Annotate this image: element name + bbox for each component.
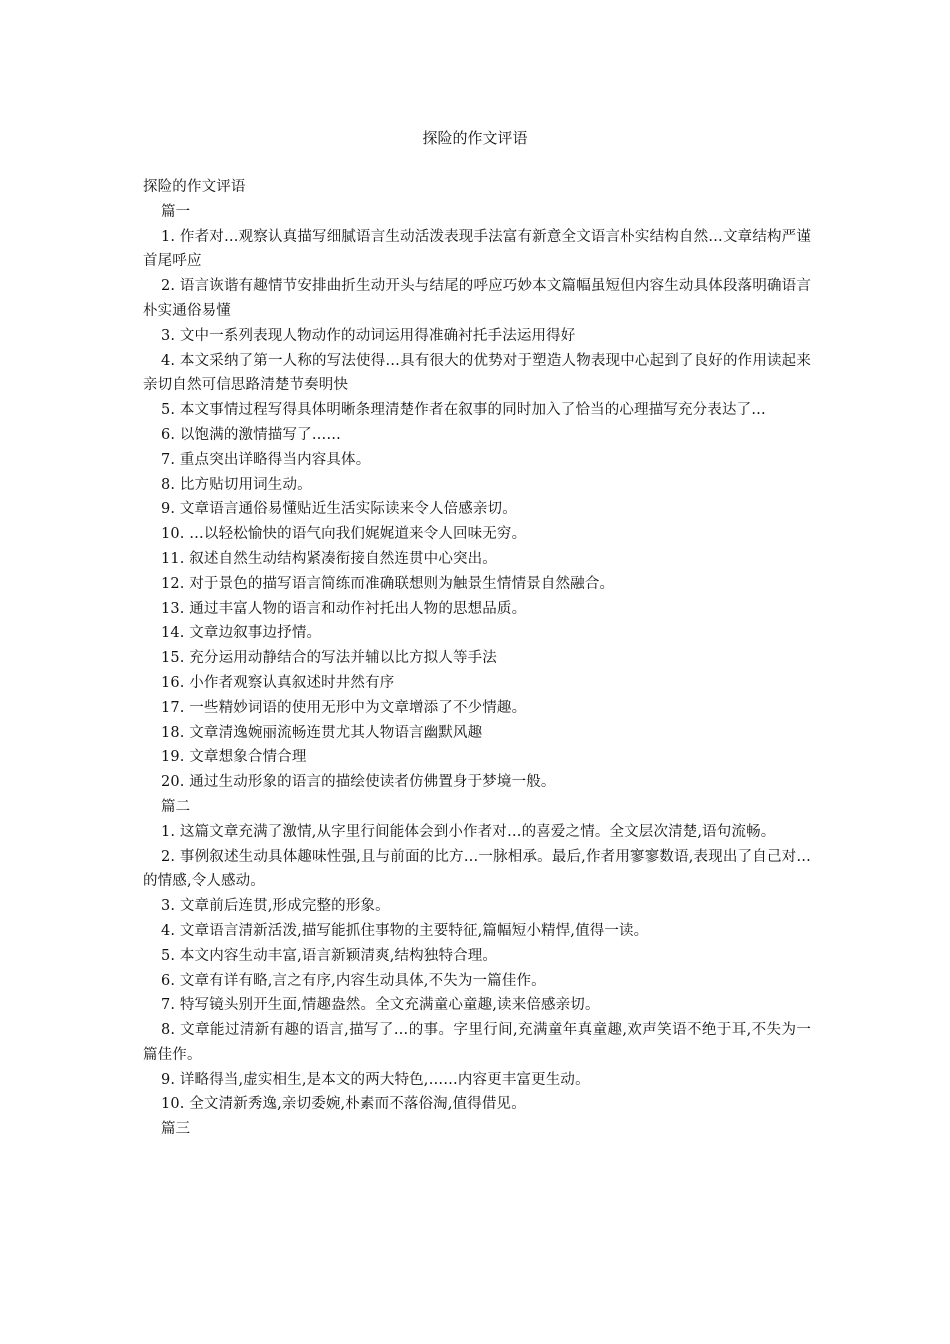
comment-item: 4. 本文采纳了第一人称的写法使得…具有很大的优势对于塑造人物表现中心起到了良好的作用读起来亲切自然可信思路清楚节奏明快: [143, 352, 811, 394]
comment-item: 3. 文中一系列表现人物动作的动词运用得准确衬托手法运用得好: [161, 327, 576, 344]
comment-item: 9. 文章语言通俗易懂贴近生活实际读来令人倍感亲切。: [161, 501, 517, 518]
comment-item: 16. 小作者观察认真叙述时井然有序: [161, 674, 395, 691]
comment-item: 6. 文章有详有略,言之有序,内容生动具体,不失为一篇佳作。: [161, 972, 546, 989]
comment-item: 7. 特写镜头别开生面,情趣盎然。全文充满童心童趣,读来倍感亲切。: [161, 997, 600, 1014]
comment-item: 9. 详略得当,虚实相生,是本文的两大特色,……内容更丰富更生动。: [161, 1071, 590, 1088]
comment-item: 10. …以轻松愉快的语气向我们娓娓道来令人回味无穷。: [161, 526, 527, 543]
section-label: 篇三: [161, 1121, 191, 1138]
comment-item: 20. 通过生动形象的语言的描绘使读者仿佛置身于梦境一般。: [161, 774, 556, 791]
comment-item: 5. 本文事情过程写得具体明晰条理清楚作者在叙事的同时加入了恰当的心理描写充分表达了…: [161, 402, 766, 419]
comment-item: 17. 一些精妙词语的使用无形中为文章增添了不少情趣。: [161, 699, 527, 716]
comment-item: 5. 本文内容生动丰富,语言新颖清爽,结构独特合理。: [161, 947, 498, 964]
comment-item: 10. 全文清新秀逸,亲切委婉,朴素而不落俗淘,值得借见。: [161, 1096, 526, 1113]
comment-item: 8. 文章能过清新有趣的语言,描写了…的事。字里行间,充满童年真童趣,欢声笑语不绝于耳,不失为一篇佳作。: [143, 1022, 811, 1063]
comment-item: 4. 文章语言清新活泼,描写能抓住事物的主要特征,篇幅短小精悍,值得一读。: [161, 922, 649, 939]
comment-item: 12. 对于景色的描写语言简练而准确联想则为触景生情情景自然融合。: [161, 575, 615, 592]
comment-item: 15. 充分运用动静结合的写法并辅以比方拟人等手法: [161, 650, 497, 667]
document-body: [143, 175, 811, 1142]
section-label: 篇二: [161, 798, 191, 815]
comment-item: 7. 重点突出详略得当内容具体。: [161, 451, 371, 468]
document-heading: 探险的作文评语: [143, 179, 246, 195]
comment-item: 2. 语言诙谐有趣情节安排曲折生动开头与结尾的呼应巧妙本文篇幅虽短但内容生动具体段落明确语言朴实通俗易懂: [143, 278, 811, 319]
page-title: 探险的作文评语: [422, 129, 528, 147]
comment-item: 2. 事例叙述生动具体趣味性强,且与前面的比方…一脉相承。最后,作者用寥寥数语,表现出了自己对…的情感,令人感动。: [143, 848, 811, 890]
comment-item: 18. 文章清逸婉丽流畅连贯尤其人物语言幽默风趣: [161, 724, 483, 741]
comment-item: 13. 通过丰富人物的语言和动作衬托出人物的思想品质。: [161, 600, 527, 617]
comment-item: 3. 文章前后连贯,形成完整的形象。: [161, 898, 390, 915]
comment-item: 8. 比方贴切用词生动。: [161, 476, 312, 493]
comment-item: 11. 叙述自然生动结构紧凑衔接自然连贯中心突出。: [161, 550, 497, 567]
comment-item: 14. 文章边叙事边抒情。: [161, 625, 322, 642]
comment-item: 19. 文章想象合情合理: [161, 749, 307, 766]
section-label: 篇一: [161, 203, 191, 220]
comment-item: 1. 作者对…观察认真描写细腻语言生动活泼表现手法富有新意全文语言朴实结构自然…文章结构严谨首尾呼应: [143, 228, 811, 270]
comment-item: 6. 以饱满的激情描写了……: [161, 426, 342, 443]
comment-item: 1. 这篇文章充满了激情,从字里行间能体会到小作者对…的喜爱之情。全文层次清楚,语句流畅。: [161, 823, 776, 840]
